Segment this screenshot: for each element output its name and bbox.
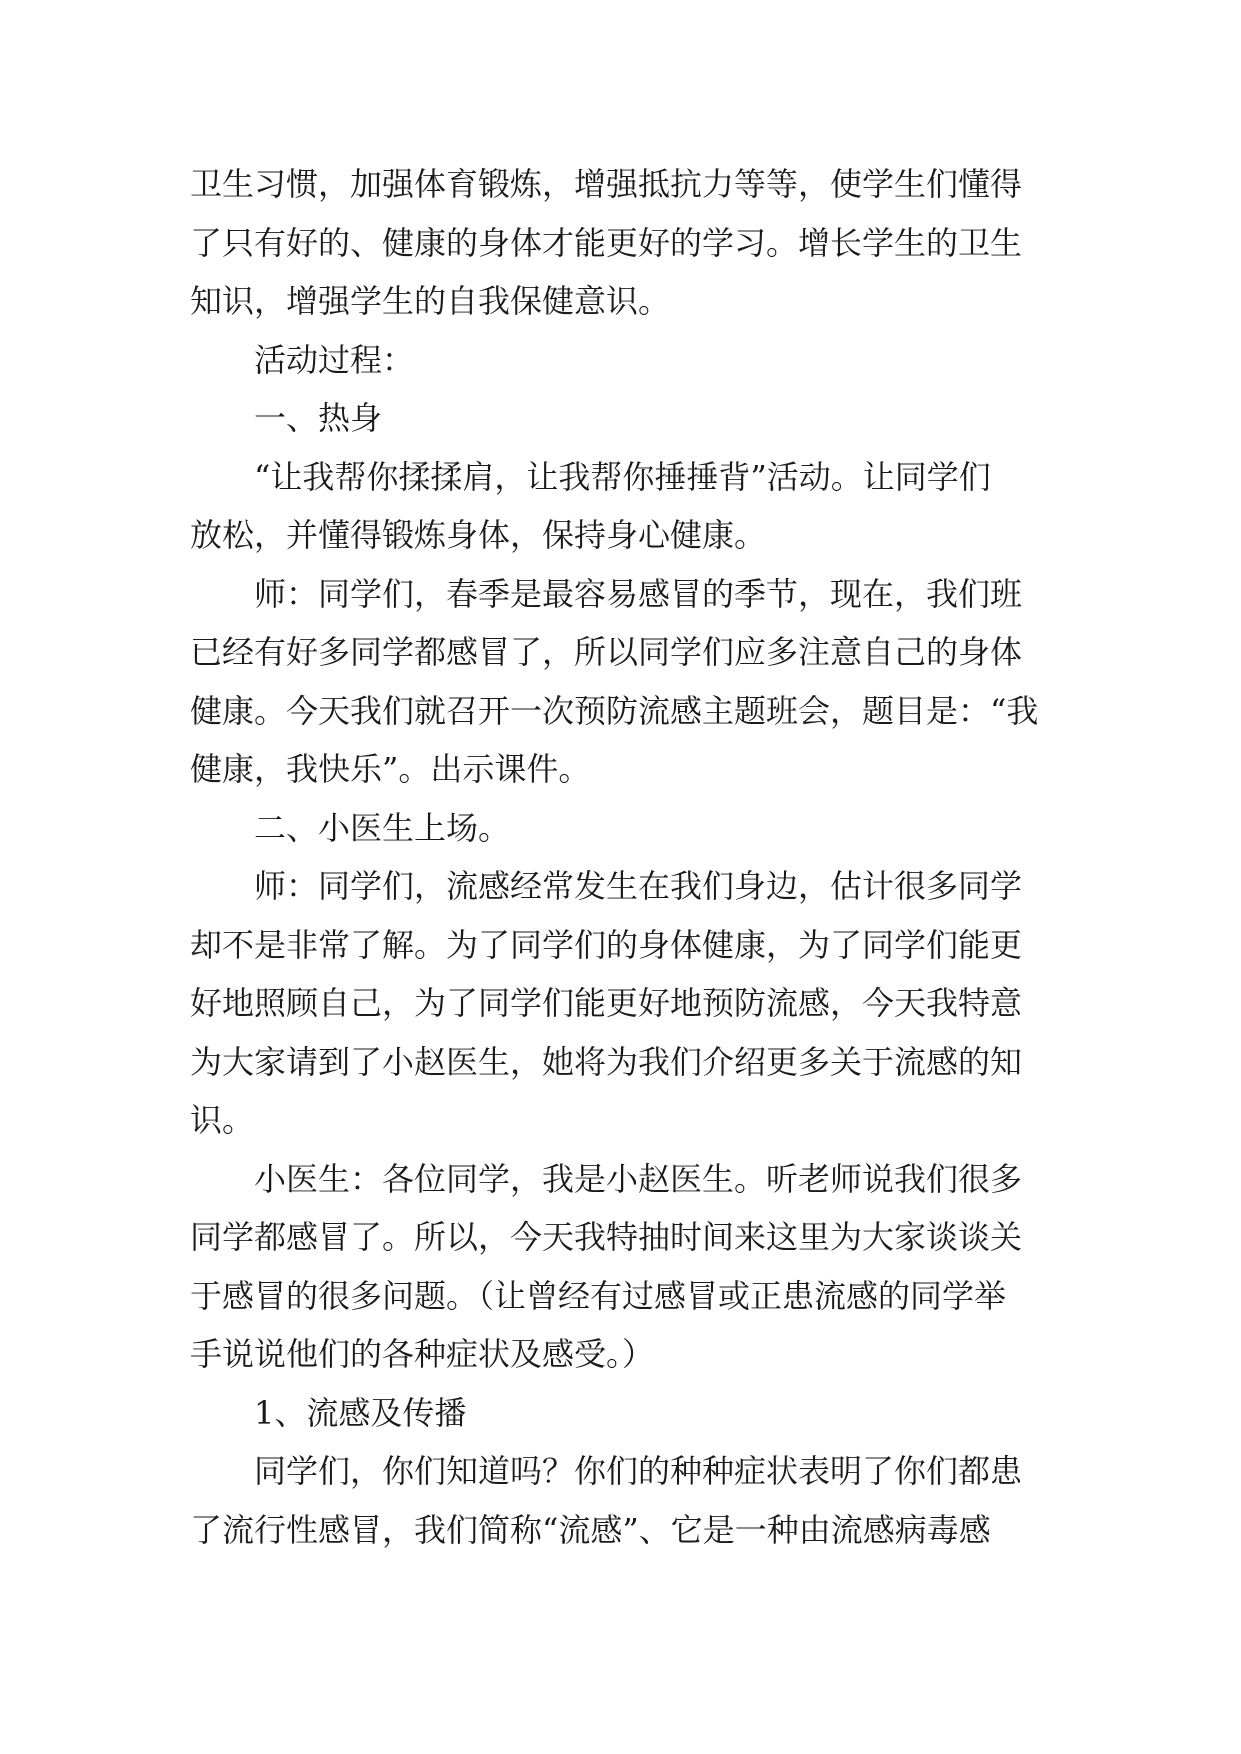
text-line: 手说说他们的各种症状及感受。）: [190, 1335, 655, 1373]
text-line: 健康。今天我们就召开一次预防流感主题班会，题目是：“我: [190, 691, 1039, 730]
text-line: 健康，我快乐”。出示课件。: [190, 750, 591, 788]
text-line: 二、小医生上场。: [254, 808, 511, 847]
text-line: 于感冒的很多问题。（让曾经有过感冒或正患流感的同学举: [190, 1276, 1007, 1315]
text-line: 已经有好多同学都感冒了，所以同学们应多注意自己的身体: [190, 633, 1023, 671]
text-line: 识。: [190, 1101, 255, 1139]
text-line: 同学们，你们知道吗？你们的种种症状表明了你们都患: [254, 1452, 1023, 1490]
text-line: 活动过程：: [254, 340, 415, 379]
text-line: 一、热身: [254, 399, 383, 437]
text-line: 知识，增强学生的自我保健意识。: [190, 282, 671, 320]
text-line: 了只有好的、健康的身体才能更好的学习。增长学生的卫生: [190, 223, 1023, 262]
text-line: 1、流感及传播: [254, 1393, 467, 1432]
text-line: 师：同学们，春季是最容易感冒的季节，现在，我们班: [254, 574, 1023, 613]
text-line: 放松，并懂得锻炼身体，保持身心健康。: [190, 516, 767, 554]
text-line: 师：同学们，流感经常发生在我们身边，估计很多同学: [254, 867, 1023, 905]
text-line: “让我帮你揉揉肩，让我帮你捶捶背”活动。让同学们: [254, 457, 991, 496]
text-line: 同学都感冒了。所以，今天我特抽时间来这里为大家谈谈关: [190, 1218, 1023, 1256]
text-line: 卫生习惯，加强体育锻炼，增强抵抗力等等，使学生们懂得: [190, 165, 1023, 203]
text-line: 为大家请到了小赵医生，她将为我们介绍更多关于流感的知: [190, 1042, 1023, 1081]
document-body: [190, 155, 1060, 1559]
text-line: 小医生：各位同学，我是小赵医生。听老师说我们很多: [254, 1159, 1023, 1198]
text-line: 好地照顾自己，为了同学们能更好地预防流感，今天我特意: [190, 984, 1023, 1022]
text-line: 却不是非常了解。为了同学们的身体健康，为了同学们能更: [190, 925, 1023, 964]
text-line: 了流行性感冒，我们简称“流感”、它是一种由流感病毒感: [190, 1510, 991, 1549]
